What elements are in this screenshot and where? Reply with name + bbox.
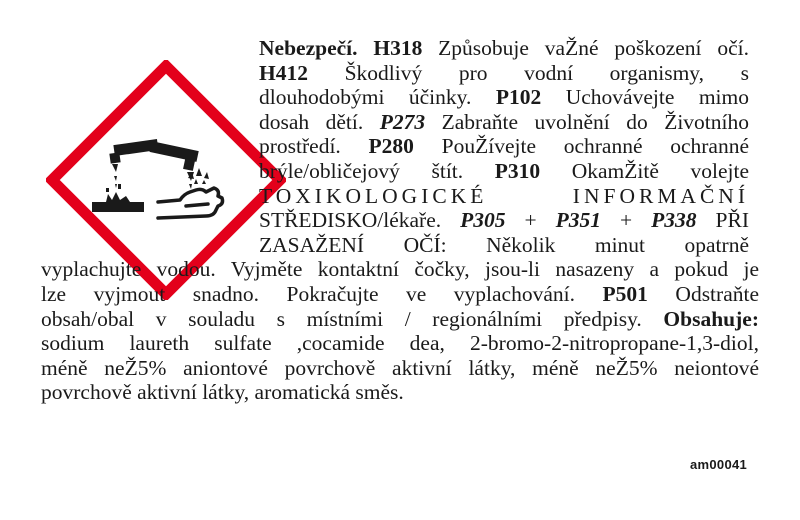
hazard-line-4: dosah dětí. P273 Zabraňte uvolnění do Životního (259, 109, 750, 134)
hazard-line-5: prostředí. P280 PouŽívejte ochranné ochranné (259, 134, 749, 159)
hazard-line-8: STŘEDISKO/lékaře. P305 + P351 + P338 PŘI (259, 208, 749, 233)
hazard-line-13: sodium laureth sulfate ,cocamide dea, 2-bromo-2-nitropropane-1,3-diol, (41, 331, 759, 356)
hazard-line-10: vyplachujte vodou. Vyjměte kontaktní čočky, jsou-li nasazeny a pokud je (41, 257, 759, 282)
hazard-line-15: povrchově aktivní látky, aromatická směs. (41, 380, 404, 405)
hazard-line-9: ZASAŽENÍ OČÍ: Několik minut opatrně (259, 232, 749, 257)
hazard-line-12: obsah/obal v souladu s místními / regionálními předpisy. Obsahuje: (41, 306, 759, 331)
hazard-line-14: méně neŽ5% aniontové povrchově aktivní látky, méně neŽ5% neiontové (41, 355, 759, 380)
hazard-line-11: lze vyjmout snadno. Pokračujte ve vyplachování. P501 Odstraňte (41, 282, 760, 306)
product-code: am00041 (690, 457, 748, 472)
hazard-line-2: H412 Škodlivý pro vodní organismy, s (259, 60, 749, 85)
hazard-line-3: dlouhodobými účinky. P102 Uchovávejte mimo (259, 85, 749, 110)
hazard-line-6: brýle/obličejový štít. P310 OkamŽitě volejte (259, 159, 749, 183)
hazard-line-1: Nebezpečí. H318 Způsobuje vaŽné poškození očí. (259, 36, 749, 60)
hazard-line-7: TOXIKOLOGICKÉ INFORMAČNÍ (259, 183, 749, 208)
